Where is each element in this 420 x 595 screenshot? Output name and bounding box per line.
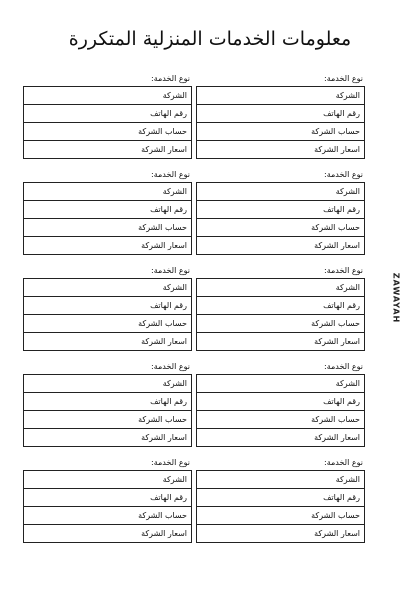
account-field[interactable]: حساب الشركة bbox=[24, 506, 191, 524]
service-type-label: نوع الخدمة: bbox=[151, 266, 190, 275]
service-type-label: نوع الخدمة: bbox=[151, 74, 190, 83]
service-card bbox=[196, 265, 365, 351]
company-field[interactable]: الشركة bbox=[335, 283, 360, 292]
phone-field[interactable]: رقم الهاتف bbox=[24, 392, 191, 410]
service-details-box bbox=[23, 182, 192, 255]
card-row bbox=[23, 169, 365, 255]
card-row bbox=[23, 457, 365, 543]
service-card bbox=[196, 361, 365, 447]
prices-field[interactable]: اسعار الشركة bbox=[24, 140, 191, 158]
company-field[interactable]: الشركة bbox=[335, 379, 360, 388]
account-field[interactable]: حساب الشركة bbox=[197, 506, 364, 524]
service-details-box bbox=[196, 278, 365, 351]
service-type-label: نوع الخدمة: bbox=[151, 362, 190, 371]
service-type-label: نوع الخدمة: bbox=[151, 170, 190, 179]
account-field[interactable]: حساب الشركة bbox=[24, 410, 191, 428]
service-details-box bbox=[23, 86, 192, 159]
prices-field[interactable]: اسعار الشركة bbox=[197, 428, 364, 446]
prices-field[interactable]: اسعار الشركة bbox=[197, 140, 364, 158]
phone-field[interactable]: رقم الهاتف bbox=[197, 104, 364, 122]
service-type-label: نوع الخدمة: bbox=[324, 362, 363, 371]
account-field[interactable]: حساب الشركة bbox=[197, 218, 364, 236]
service-card bbox=[23, 169, 192, 255]
service-details-box bbox=[23, 470, 192, 543]
company-field[interactable]: الشركة bbox=[162, 379, 187, 388]
prices-field[interactable]: اسعار الشركة bbox=[24, 428, 191, 446]
phone-field[interactable]: رقم الهاتف bbox=[197, 488, 364, 506]
account-field[interactable]: حساب الشركة bbox=[197, 410, 364, 428]
prices-field[interactable]: اسعار الشركة bbox=[197, 524, 364, 542]
company-field[interactable]: الشركة bbox=[335, 91, 360, 100]
page-title: معلومات الخدمات المنزلية المتكررة bbox=[68, 28, 352, 50]
service-card bbox=[23, 73, 192, 159]
service-card bbox=[23, 265, 192, 351]
service-type-label: نوع الخدمة: bbox=[324, 170, 363, 179]
service-card bbox=[196, 457, 365, 543]
service-card bbox=[196, 169, 365, 255]
service-details-box bbox=[196, 374, 365, 447]
phone-field[interactable]: رقم الهاتف bbox=[197, 392, 364, 410]
company-field[interactable]: الشركة bbox=[335, 187, 360, 196]
service-type-label: نوع الخدمة: bbox=[324, 266, 363, 275]
service-cards-grid bbox=[23, 73, 365, 553]
service-type-label: نوع الخدمة: bbox=[151, 458, 190, 467]
company-field[interactable]: الشركة bbox=[162, 475, 187, 484]
service-type-label: نوع الخدمة: bbox=[324, 74, 363, 83]
account-field[interactable]: حساب الشركة bbox=[197, 122, 364, 140]
account-field[interactable]: حساب الشركة bbox=[24, 314, 191, 332]
phone-field[interactable]: رقم الهاتف bbox=[197, 200, 364, 218]
account-field[interactable]: حساب الشركة bbox=[24, 122, 191, 140]
service-details-box bbox=[23, 278, 192, 351]
phone-field[interactable]: رقم الهاتف bbox=[24, 296, 191, 314]
prices-field[interactable]: اسعار الشركة bbox=[24, 236, 191, 254]
service-card bbox=[23, 457, 192, 543]
card-row bbox=[23, 361, 365, 447]
card-row bbox=[23, 265, 365, 351]
service-details-box bbox=[196, 86, 365, 159]
account-field[interactable]: حساب الشركة bbox=[24, 218, 191, 236]
company-field[interactable]: الشركة bbox=[335, 475, 360, 484]
company-field[interactable]: الشركة bbox=[162, 283, 187, 292]
phone-field[interactable]: رقم الهاتف bbox=[197, 296, 364, 314]
service-details-box bbox=[196, 182, 365, 255]
prices-field[interactable]: اسعار الشركة bbox=[24, 524, 191, 542]
service-card bbox=[196, 73, 365, 159]
service-details-box bbox=[23, 374, 192, 447]
brand-watermark: ZAWAYAH bbox=[391, 272, 401, 324]
phone-field[interactable]: رقم الهاتف bbox=[24, 488, 191, 506]
prices-field[interactable]: اسعار الشركة bbox=[197, 236, 364, 254]
service-details-box bbox=[196, 470, 365, 543]
card-row bbox=[23, 73, 365, 159]
account-field[interactable]: حساب الشركة bbox=[197, 314, 364, 332]
service-type-label: نوع الخدمة: bbox=[324, 458, 363, 467]
company-field[interactable]: الشركة bbox=[162, 187, 187, 196]
company-field[interactable]: الشركة bbox=[162, 91, 187, 100]
phone-field[interactable]: رقم الهاتف bbox=[24, 200, 191, 218]
service-card bbox=[23, 361, 192, 447]
phone-field[interactable]: رقم الهاتف bbox=[24, 104, 191, 122]
prices-field[interactable]: اسعار الشركة bbox=[24, 332, 191, 350]
prices-field[interactable]: اسعار الشركة bbox=[197, 332, 364, 350]
